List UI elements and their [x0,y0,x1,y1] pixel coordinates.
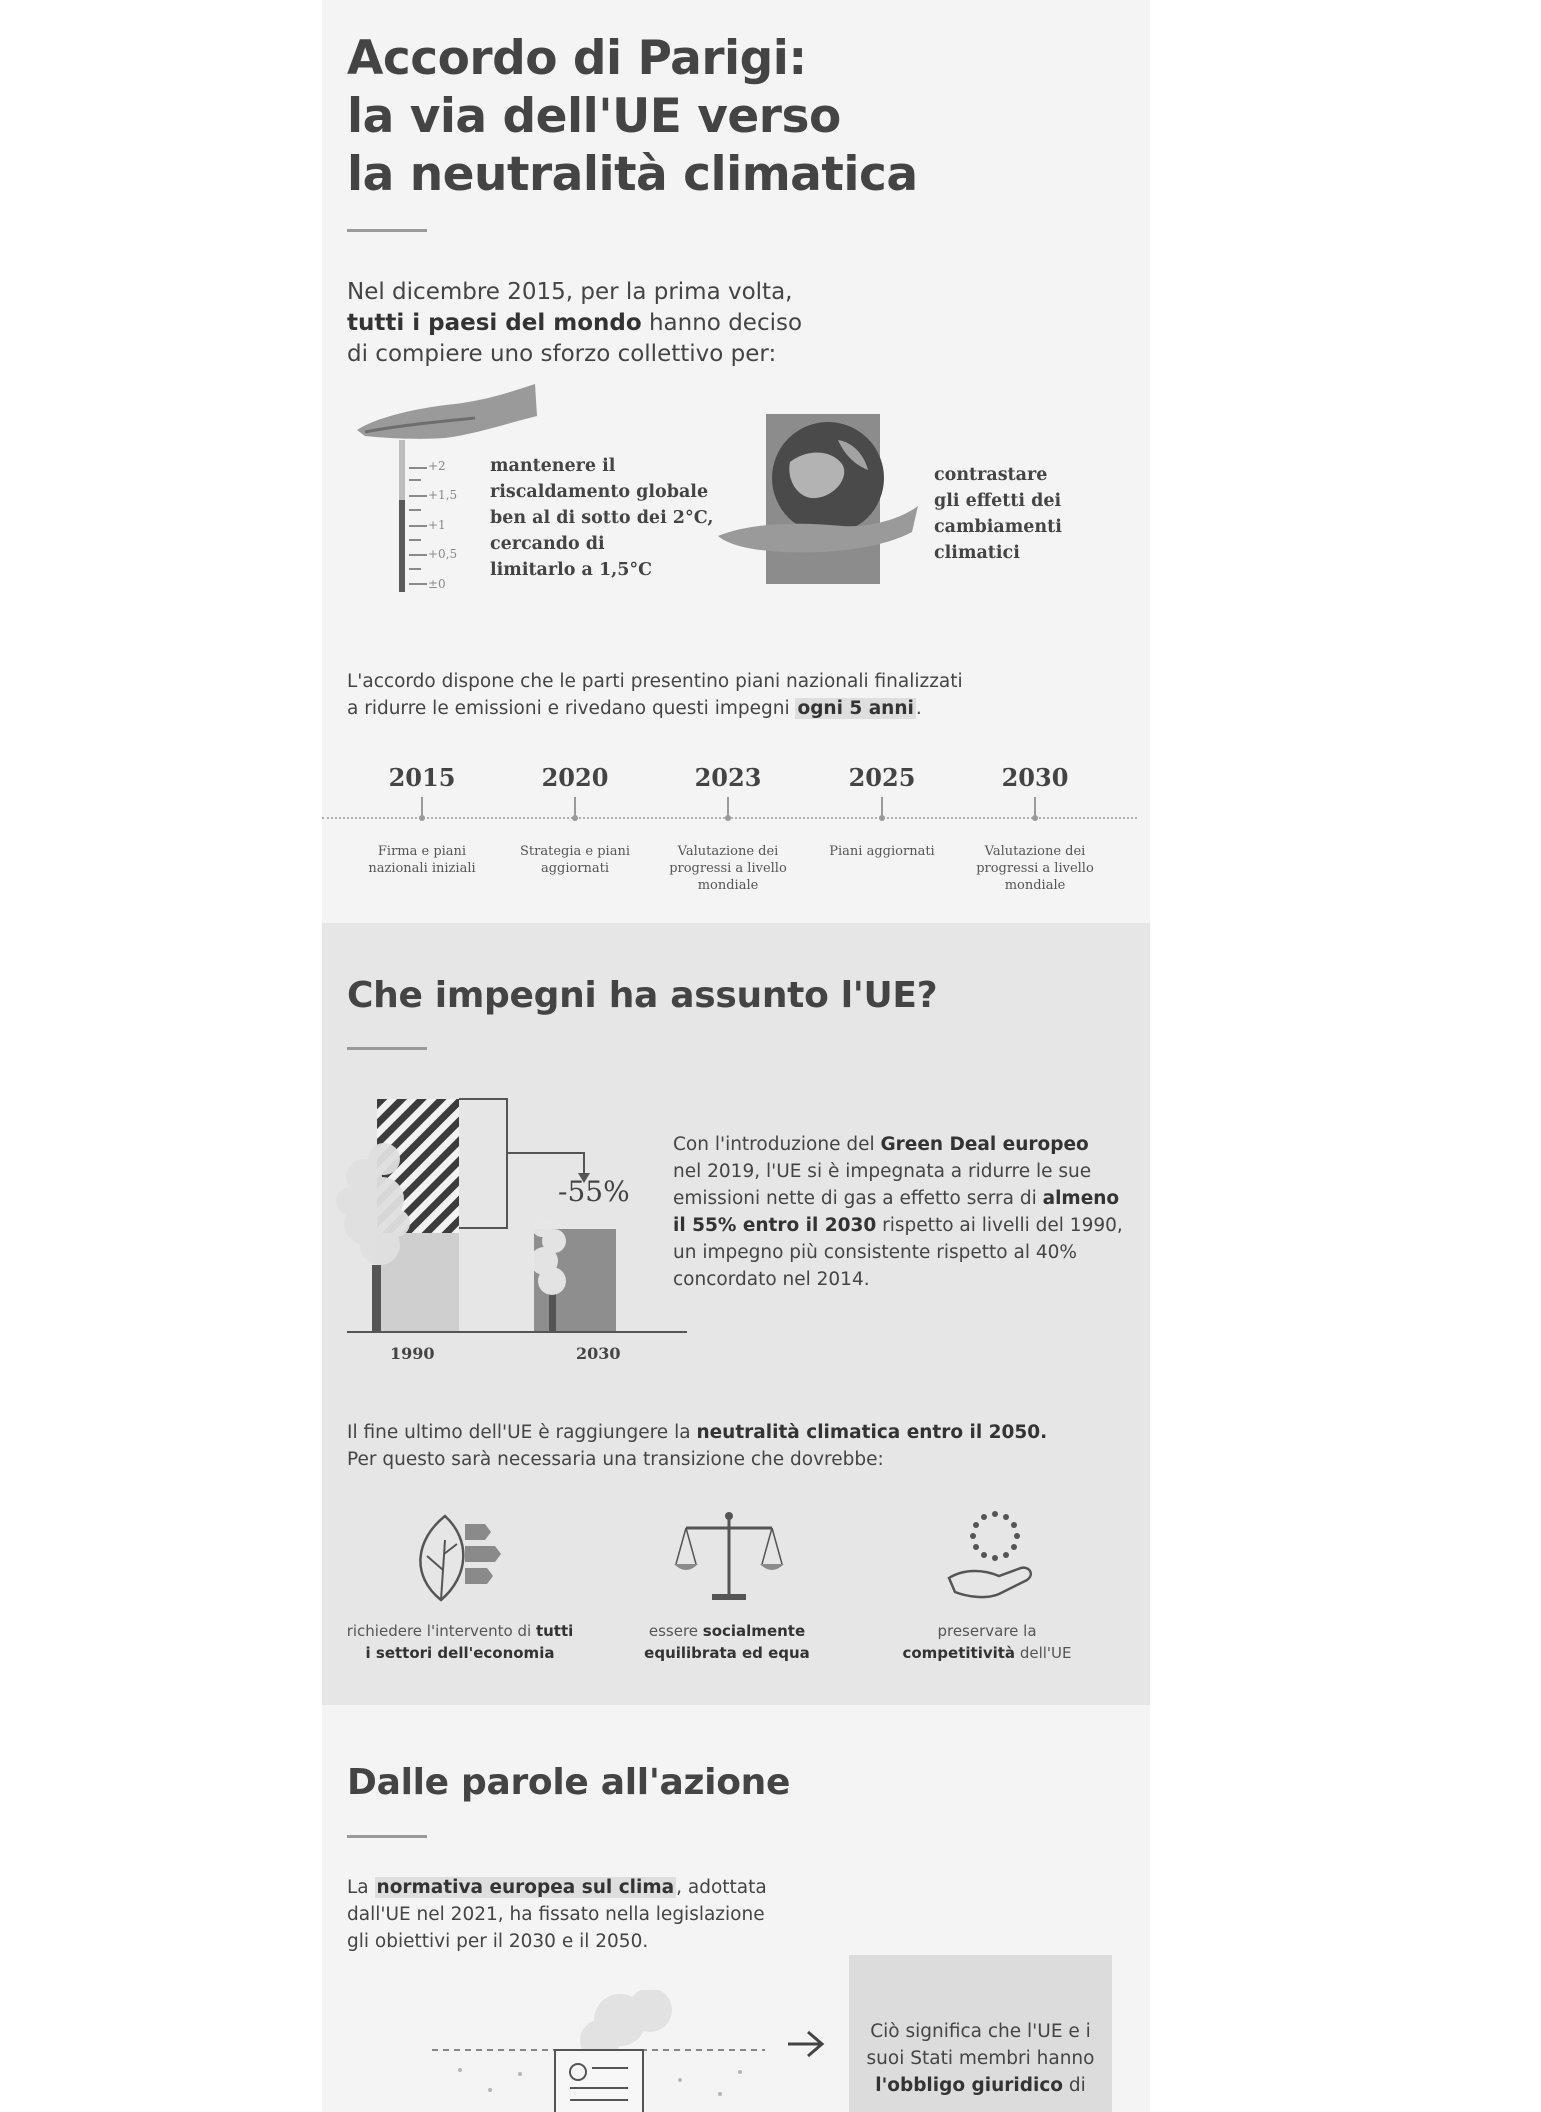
balance-scale-icon [672,1510,787,1610]
climate-law-text: La normativa europea sul clima , adottata dall'UE nel 2021, ha fissato nella legislazione gli obiettivi per il 2030 e il 2050. [347,1877,767,1952]
icon-caption: preservare la competitività dell'UE [902,1622,1072,1662]
thermometer-scale: +2 +1,5 +1 +0,5 ±0 [428,459,458,591]
icon-caption: essere socialmente equilibrata ed equa [644,1622,810,1662]
eu-competitiveness-icon [945,1508,1045,1608]
neutrality-goal-text: Il fine ultimo dell'UE è raggiungere la neutralità climatica entro il 2050. Per questo sarà necessaria una transizione che dovrebbe: [347,1422,1048,1470]
goal-effects-text: contrastare gli effetti dei cambiamenti climatici [934,465,1062,563]
plans-text: L'accordo dispone che le parti presentino piani nazionali finalizzati a ridurre le emissioni e rivedano questi impegni ogni 5 anni . [347,671,963,719]
timeline-caption: Piani aggiornati [829,844,935,859]
section-heading-commitments: Che impegni ha assunto l'UE? [347,975,938,1016]
green-deal-text: Con l'introduzione del Green Deal europeo nel 2019, l'UE si è impegnata a ridurre le sue emissioni nette di gas a effetto serra di almeno il 55% entro il 2030 rispetto ai livelli del 1990, un impegno più consistente rispetto al 40% concordato nel 2014. [673,1134,1123,1290]
legal-obligation-text: Ciò significa che l'UE e i suoi Stati membri hanno l'obbligo giuridico di [866,2021,1095,2096]
goal-warming-text: mantenere il riscaldamento globale ben al di sotto dei 2°C, cercando di limitarlo a 1,5°C [490,456,714,580]
section-divider [347,1835,427,1838]
timeline-dot [419,815,425,821]
timeline-caption: Firma e piani nazionali iniziali [368,844,476,876]
title-divider [347,229,427,232]
section-heading-action: Dalle parole all'azione [347,1762,791,1803]
document-icon [555,2050,643,2112]
timeline-caption: Strategia e piani aggiornati [520,844,630,876]
chart-year-label: 2030 [576,1344,621,1363]
timeline-year: 2023 [694,763,762,792]
timeline-year: 2020 [541,763,609,792]
bracket-line [459,1099,507,1228]
reduction-label: -55% [558,1175,630,1208]
legislation-illustration [420,1990,840,2112]
chimney-2030 [549,1291,556,1331]
emissions-reduction-chart [322,1095,692,1385]
timeline-caption: Valutazione dei progressi a livello mondiale [669,844,787,893]
timeline-dot [879,815,885,821]
page-title: Accordo di Parigi: la via dell'UE verso la neutralità climatica [347,31,918,202]
section-divider [347,1047,427,1050]
globe-in-hand-illustration [712,410,922,590]
arrow-line [507,1153,584,1175]
timeline-caption: Valutazione dei progressi a livello mondiale [976,844,1094,893]
timeline-year: 2030 [1001,763,1069,792]
timeline-dot [1032,815,1038,821]
smoke-1990 [336,1143,410,1265]
timeline-year: 2025 [848,763,916,792]
chimney-1990 [372,1265,381,1331]
timeline-dot [572,815,578,821]
chart-year-label: 1990 [390,1344,435,1363]
intro-text: Nel dicembre 2015, per la prima volta, tutti i paesi del mondo hanno deciso di compiere uno sforzo collettivo per: [347,279,803,367]
icon-caption: richiedere l'intervento di tutti i settori dell'economia [346,1622,574,1662]
timeline-dot [725,815,731,821]
eu-stars [970,1511,1020,1561]
timeline-year: 2015 [388,763,456,792]
leaf-sectors-icon [405,1510,515,1610]
